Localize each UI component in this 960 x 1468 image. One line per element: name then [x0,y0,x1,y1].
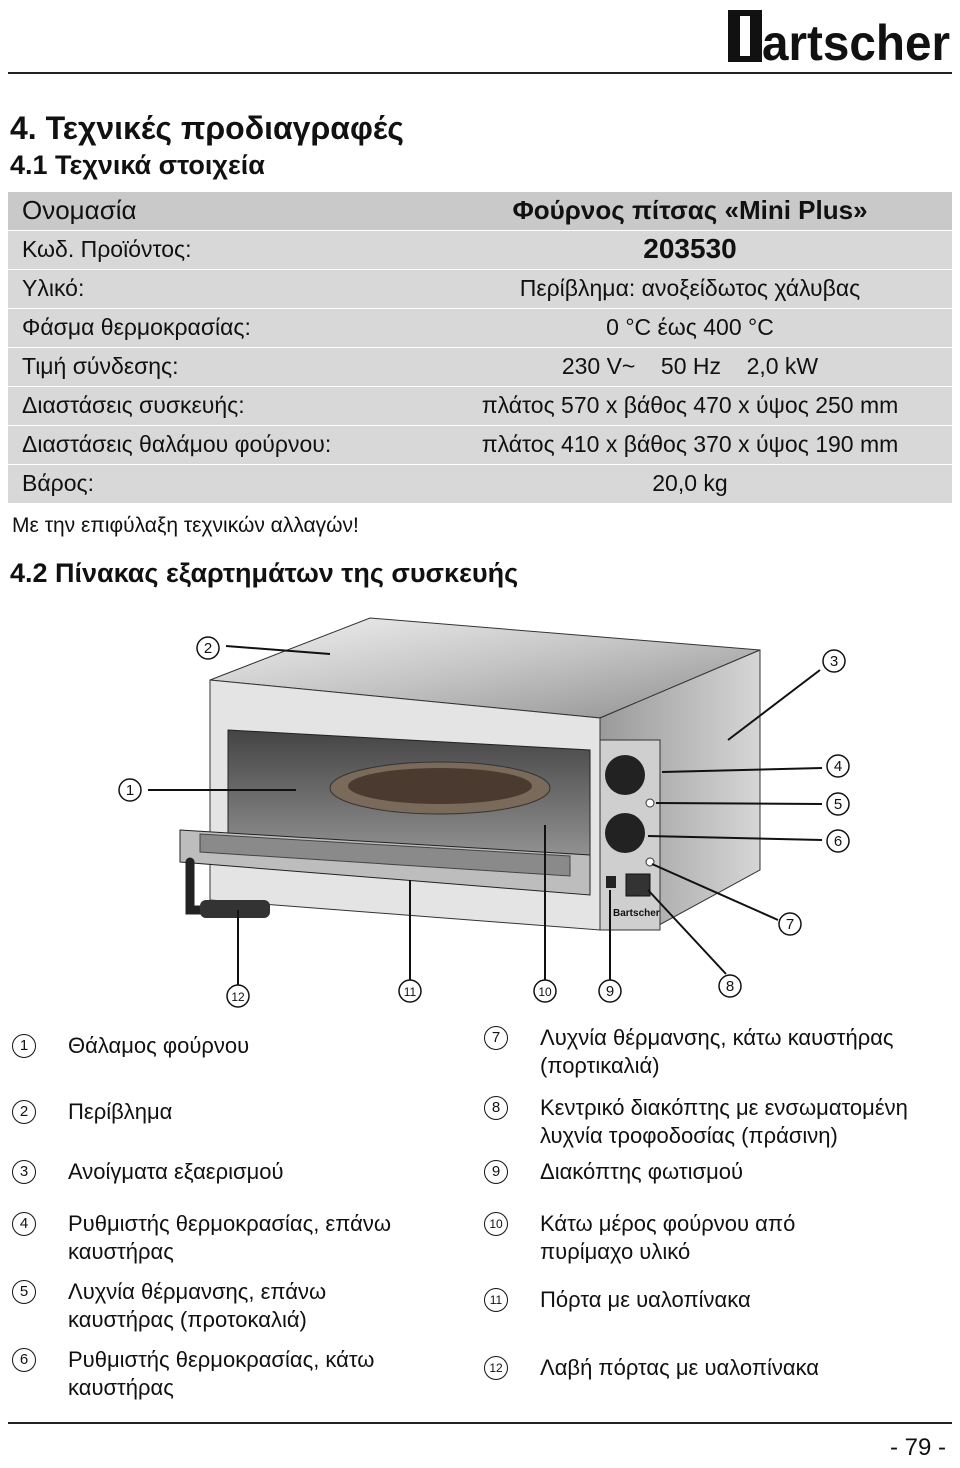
legend-number: 10 [484,1212,508,1236]
spec-row [8,465,952,504]
spec-value: πλάτος 570 x βάθος 470 x ύψος 250 mm [481,392,899,418]
spec-value: Φούρνος πίτσας «Mini Plus» [512,195,868,225]
page-title: 4. Τεχνικές προδιαγραφές [10,110,404,146]
legend-label: Ρυθμιστής θερμοκρασίας, επάνω καυστήρας [68,1211,392,1264]
legend-number: 3 [12,1160,36,1184]
legend-number: 9 [484,1160,508,1184]
spec-value: πλάτος 410 x βάθος 370 x ύψος 190 mm [481,431,899,457]
callout-12 [227,985,249,1007]
callout-2 [197,637,219,659]
legend-number: 2 [12,1100,36,1124]
legend-number: 6 [12,1348,36,1372]
legend-label: Λυχνία θέρμανσης, επάνω καυστήρας (προτοκαλιά) [68,1279,327,1332]
callout-1 [119,779,141,801]
callout-10 [534,980,556,1002]
legend-label: Κεντρικό διακόπτης με ενσωματομένη λυχνία τροφοδοσίας (πράσινη) [540,1095,908,1148]
page-number: - 79 - [889,1434,946,1461]
spec-row [8,270,952,309]
legend-label: Κάτω μέρος φούρνου από πυρίμαχο υλικό [540,1211,796,1264]
spec-value: 203530 [643,233,737,264]
callout-7 [779,913,801,935]
spec-row [8,426,952,465]
legend-label: Ανοίγματα εξαερισμού [68,1159,284,1184]
oven-illustration [0,600,960,1020]
spec-row [8,231,952,270]
svg-text:7: 7 [785,916,795,933]
legend-number: 8 [484,1096,508,1120]
spec-header-row [8,192,952,231]
spec-value: 0 °C έως 400 °C [606,314,774,340]
svg-text:11: 11 [403,985,417,999]
spec-label: Διαστάσεις συσκευής: [22,392,245,418]
spec-row [8,348,952,387]
legend-label: Θάλαμος φούρνου [68,1033,250,1058]
pizza-topping [348,768,532,804]
front-brand-label: Bartscher [613,908,660,919]
spec-row [8,387,952,426]
legend-label: Διακόπτης φωτισμού [540,1159,744,1184]
spec-label: Τιμή σύνδεσης: [22,353,179,379]
svg-text:9: 9 [605,983,615,1000]
parts-heading: 4.2 Πίνακας εξαρτημάτων της συσκευής [10,558,519,588]
spec-label: Ονομασία [22,195,137,225]
callout-3 [823,650,845,672]
legend-number: 4 [12,1212,36,1236]
legend-label: Λυχνία θέρμανσης, κάτω καυστήρας (πορτικαλιά) [540,1025,894,1078]
legend-label: Λαβή πόρτας με υαλοπίνακα [540,1355,820,1380]
spec-label: Υλικό: [22,275,85,301]
light-switch [606,876,616,888]
svg-text:artscher: artscher [762,15,950,68]
legend-label: Ρυθμιστής θερμοκρασίας, κάτω καυστήρας [68,1347,375,1400]
svg-text:6: 6 [833,833,843,850]
legend-label: Περίβλημα [68,1099,173,1124]
bartscher-logo [728,2,952,68]
svg-text:4: 4 [833,758,843,775]
callout-8 [719,975,741,997]
callout-11 [399,980,421,1002]
section-title: 4.1 Τεχνικά στοιχεία [10,150,265,180]
header-rule [8,72,952,74]
spec-value: Περίβλημα: ανοξείδωτος χάλυβας [519,275,861,301]
lower-thermostat-knob [605,813,645,853]
svg-text:5: 5 [833,796,843,813]
upper-heating-lamp [646,799,654,807]
callout-9 [599,980,621,1002]
spec-label: Κωδ. Προϊόντος: [22,236,192,262]
callout-5 [827,793,849,815]
spec-label: Διαστάσεις θαλάμου φούρνου: [22,431,332,457]
svg-text:8: 8 [725,978,735,995]
footer-rule [8,1422,952,1424]
main-switch [626,874,650,896]
door-handle-grip [200,900,270,918]
spec-value: 230 V~ 50 Hz 2,0 kW [561,353,819,379]
svg-text:3: 3 [829,653,839,670]
callout-6 [827,830,849,852]
spec-label: Βάρος: [22,470,94,496]
spec-value: 20,0 kg [652,470,728,496]
legend-number: 5 [12,1280,36,1304]
svg-text:10: 10 [538,985,552,999]
legend-label: Πόρτα με υαλοπίνακα [540,1287,751,1312]
legend-number: 1 [12,1034,36,1058]
svg-text:12: 12 [231,990,245,1004]
spec-label: Φάσμα θερμοκρασίας: [22,314,251,340]
legend-number: 11 [484,1288,508,1312]
spec-table [8,192,952,504]
legend-number: 7 [484,1026,508,1050]
callout-4 [827,755,849,777]
legend-number: 12 [484,1356,508,1380]
svg-text:2: 2 [203,640,213,657]
svg-text:1: 1 [125,782,135,799]
reservation-note: Με την επιφύλαξη τεχνικών αλλαγών! [12,514,359,537]
spec-row [8,309,952,348]
upper-thermostat-knob [605,755,645,795]
